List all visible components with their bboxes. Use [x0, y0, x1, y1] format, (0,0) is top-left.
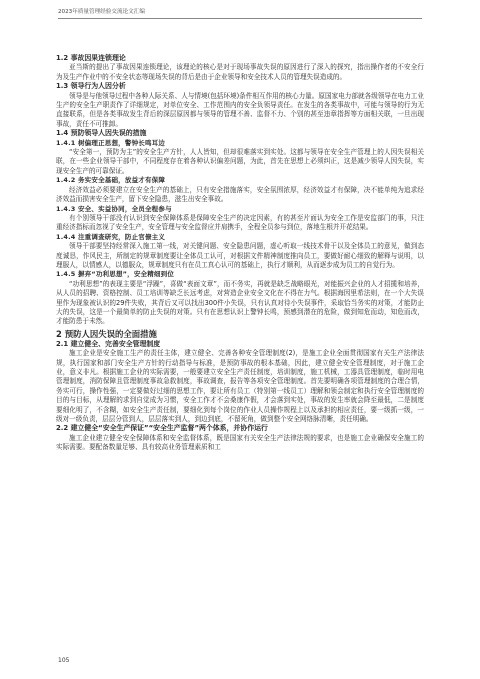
subsubsection-heading: 1.4.4 注重调查研究，防止官僚主义: [56, 232, 166, 241]
paragraph: 施工企业建立健全安全保障体系和安全监督体系，既是国家有关安全生产法律法规的要求，也是施工企业确保安全施工的实际需要。要配备数量足够、具有较高业务管理素质和工: [56, 433, 424, 452]
paragraph: 亚当斯的提出了事故因果连锁理论，该理论的核心是对于现场事故失误的原因进行了深入的探究，指出操作者的不安全行为及生产作业中的不安全状态等现场失误的背后是由于企业领导和安全技术人员的管理失误造成的。: [56, 63, 424, 81]
paragraph: 经济效益必须要建立在安全生产的基础上，只有安全措施落实，安全氛围浓厚，经济效益才有保障，决不能单纯为追求经济效益而损害安全生产，留下安全隐患，滋生出安全事故。: [56, 185, 424, 204]
paragraph: 有个别领导干部没有认识到安全保障体系是保障安全生产的决定因素，有的甚至片面认为安全工作是安监部门的事，只注重经济指标而忽视了安全生产，安全管理与安全监督应并肩携手，全程全员参与到位，落地生根并开花结果。: [56, 213, 424, 232]
subsubsection-heading: 1.4.2 务实安全基础，放益才有保障: [56, 176, 166, 185]
subsection-heading: 2.2 建立健全“安全生产保证”“安全生产监督”两个体系，并协作运行: [56, 424, 268, 433]
page-number: 105: [58, 657, 70, 664]
subsection-heading: 1.3 领导行为人因分析: [56, 82, 126, 91]
paragraph: “功利思想”的表现主要是“浮躁”，喜做“表面文章”，而不务实，再就是缺乏战略眼光，对能振兴企业的人才招揽和培养，从人员的招聘、资格控制、员工培训等缺乏长远考虑，对营造企业安全文化在不得在力气。根据海因里希法则，在一个大失误里作为现象被认识的29件失败，其背后又可以找出300件小失误，只有认真对待小失误事件，采取恰当务实的对策，才能防止大的失误，这是一个最简单的防止失误的对策。只有在思想认识上警钟长鸣，预感到潜在的危险，做到知危而动，知危而改，才能防患于未然。: [56, 279, 424, 326]
paragraph: 领导干部要坚持经常深入施工第一线，对关键问题、安全隐患问题，虚心听取一线技术骨干以及全体员工的意见，做到态度诚恳，作风民主，所制定的规章制度要让全体员工认可，对根据文件精神制度推向员工，要做好耐心细致的解释与说明，以理服人，以情感人，以德服众，规章制度只有在员工真心认可的基础上，执行才顺利，从而逐步成为员工的自觉行为。: [56, 242, 424, 269]
running-header: 2023年质量管理经验交流论文汇编: [58, 8, 422, 19]
paragraph: 领导是与他领导过程中各种人际关系、人与情境(包括环境)条件相互作用的核心力量。原国家电力部就各级领导在电力工业生产的安全生产职责作了详细规定，对单位安全、工作范围内的安全负领导责任。在发生的各类事故中，可能与领导的行为无直接联系，但是各类事故发生背后的深层原因都与领导的管理不善、监督不力、个别的甚至违章指挥等方面相关联，一旦出现事故，责任不可推卸。: [56, 91, 424, 128]
document-body: [56, 54, 424, 453]
section-heading: 2 预防人因失误的全面措施: [56, 328, 157, 339]
subsubsection-heading: 1.4.3 安全、实益协同，全员全程参与: [56, 204, 172, 213]
subsection-heading: 2.1 建立健全、完善安全管理制度: [56, 339, 161, 348]
subsubsection-heading: 1.4.5 摒弃“功利思想”，安全精细到位: [56, 270, 175, 279]
paragraph: “安全第一，预防为主”的安全生产方针，人人皆知，但却很难落实到实处。这都与领导在安全生产管理上的人因失误相关联，在一些企业领导干部中，不同程度存在着各种认识偏差问题，为此，首先在思想上必须纠正，这是减少领导人因失误，实现安全生产的可靠保证。: [56, 148, 424, 175]
paragraph: 施工企业是安全施工生产的责任主体，建立健全、完善各种安全管理制度(2)，是施工企业全面贯彻国家有关生产法律法规，执行国家和部门安全生产方针的行动指导与标准，是预防事故的根本基础，因此，建立健全安全管理制度，对于施工企业，意义非凡。根据施工企业的实际需要，一般要建立安全生产责任制度，培训制度，施工机械，工器具管理制度，临时用电管理制度，消防保障且管理制度事故急救制度，事故调查，报告等各项安全管理制度。首先要明确各项管理制度的合理合情，务实可行，操作性强，一定要做好过细的思想工作，要让所有员工（特别第一线员工）理解和领会制定和执行安全管理制度的目的与目标，从理解的求到自觉成为习惯，安全工作才不会桑康作假，才会落到实处，事故的发生率就会降至最低，二是制度要细化明了，不含糊，如安全生产责任制，要细化到每个岗位的作业人员操作规程上以及承担的相应责任，要一级抓一级，一级对一级负责，层层分管到人，层层落实到人，到边到底，不留死角，做到整个安全网络脉清晰，责任明确。: [56, 349, 424, 424]
subsubsection-heading: 1.4.1 树偏理正思想，警钟长鸣耳边: [56, 138, 166, 147]
subsection-heading: 1.4 预防领导人因失误的措施: [56, 129, 147, 138]
subsection-heading: 1.2 事故因果连锁理论: [56, 54, 126, 62]
